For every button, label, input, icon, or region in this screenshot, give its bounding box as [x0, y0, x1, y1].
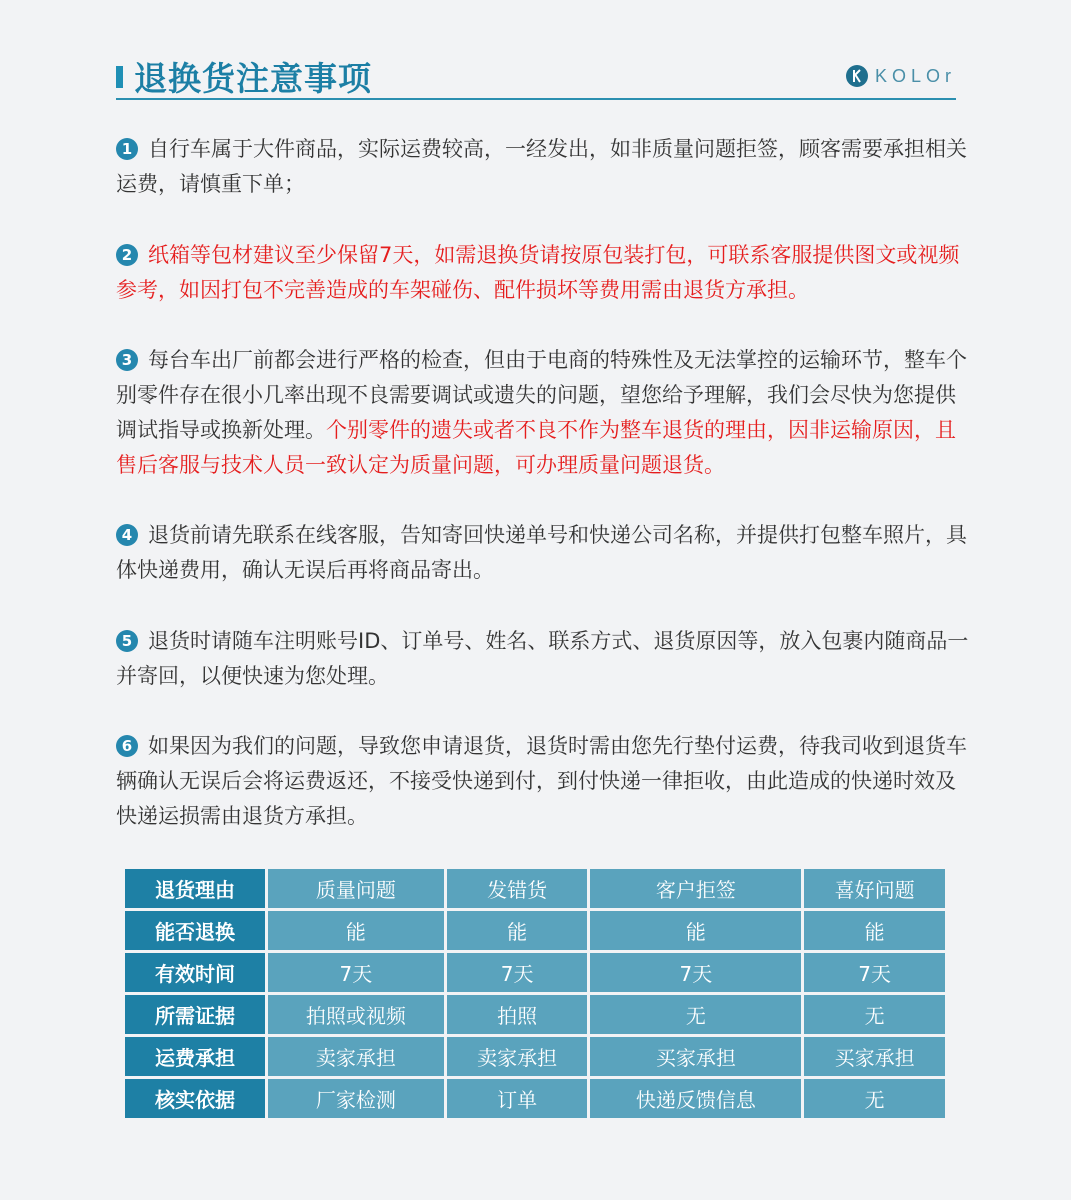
row-header: 运费承担 — [125, 1037, 265, 1076]
title-accent-bar — [116, 66, 123, 88]
number-badge: 5 — [116, 630, 138, 652]
table-row — [125, 953, 945, 992]
page-title: 退换货注意事项 — [134, 59, 372, 98]
notice-item-3 — [116, 343, 976, 483]
notice-text-highlight: 个别零件的遗失或者不良不作为整车退货的理由，因非运输原因，且售后客服与技术人员一致认定为质量问题，可办理质量问题退货。 — [116, 418, 956, 477]
number-badge: 6 — [116, 735, 138, 757]
table-row — [125, 995, 945, 1034]
notice-item-2 — [116, 238, 976, 308]
table-cell: 无 — [804, 995, 945, 1034]
table-cell: 拍照 — [447, 995, 588, 1034]
table-cell: 买家承担 — [590, 1037, 801, 1076]
table-cell: 能 — [590, 911, 801, 950]
table-row — [125, 911, 945, 950]
table-cell: 7天 — [447, 953, 588, 992]
table-cell: 无 — [590, 995, 801, 1034]
table-row — [125, 869, 945, 908]
row-header: 能否退换 — [125, 911, 265, 950]
row-header: 退货理由 — [125, 869, 265, 908]
table-cell: 订单 — [447, 1079, 588, 1118]
notice-item-4 — [116, 518, 976, 588]
table-cell: 7天 — [268, 953, 444, 992]
table-cell: 7天 — [590, 953, 801, 992]
table-cell: 能 — [447, 911, 588, 950]
table-row — [125, 1079, 945, 1118]
number-badge: 2 — [116, 244, 138, 266]
number-badge: 3 — [116, 349, 138, 371]
notice-item-1 — [116, 132, 976, 202]
table-cell: 买家承担 — [804, 1037, 945, 1076]
notice-text: 如果因为我们的问题，导致您申请退货，退货时需由您先行垫付运费，待我司收到退货车辆确认无误后会将运费返还，不接受快递到付，到付快递一律拒收，由此造成的快递时效及快递运损需由退货方承担。 — [116, 734, 967, 828]
row-header: 核实依据 — [125, 1079, 265, 1118]
table-cell: 厂家检测 — [268, 1079, 444, 1118]
row-header: 所需证据 — [125, 995, 265, 1034]
table-row — [125, 1037, 945, 1076]
number-badge: 1 — [116, 138, 138, 160]
row-header: 有效时间 — [125, 953, 265, 992]
table-cell: 卖家承担 — [268, 1037, 444, 1076]
notice-text: 退货时请随车注明账号ID、订单号、姓名、联系方式、退货原因等，放入包裹内随商品一并寄回，以便快速为您处理。 — [116, 629, 969, 688]
table-cell: 快递反馈信息 — [590, 1079, 801, 1118]
page-header — [116, 50, 956, 100]
table-cell: 拍照或视频 — [268, 995, 444, 1034]
notice-text: 每台车出厂前都会进行严格的检查，但由于电商的特殊性及无法掌控的运输环节，整车个别零件存在很小几率出现不良需要调试或遗失的问题，望您给予理解，我们会尽快为您提供调试指导或换新处理。 — [116, 348, 967, 442]
notice-item-6 — [116, 729, 976, 834]
logo-text: KOLOr — [874, 65, 956, 86]
number-badge: 4 — [116, 524, 138, 546]
logo-k-icon — [845, 64, 869, 88]
notice-text: 自行车属于大件商品，实际运费较高，一经发出，如非质量问题拒签，顾客需要承担相关运费，请慎重下单； — [116, 137, 967, 196]
table-cell: 7天 — [804, 953, 945, 992]
table-cell: 喜好问题 — [804, 869, 945, 908]
return-policy-table — [122, 866, 948, 1121]
table-cell: 客户拒签 — [590, 869, 801, 908]
notice-item-5 — [116, 624, 976, 694]
notice-text: 纸箱等包材建议至少保留7天，如需退换货请按原包装打包，可联系客服提供图文或视频参考，如因打包不完善造成的车架碰伤、配件损坏等费用需由退货方承担。 — [116, 243, 960, 302]
notice-text: 退货前请先联系在线客服，告知寄回快递单号和快递公司名称，并提供打包整车照片，具体快递费用，确认无误后再将商品寄出。 — [116, 523, 967, 582]
brand-logo — [845, 63, 956, 89]
table-cell: 能 — [804, 911, 945, 950]
table-cell: 无 — [804, 1079, 945, 1118]
table-cell: 能 — [268, 911, 444, 950]
table-cell: 发错货 — [447, 869, 588, 908]
table-cell: 卖家承担 — [447, 1037, 588, 1076]
table-cell: 质量问题 — [268, 869, 444, 908]
